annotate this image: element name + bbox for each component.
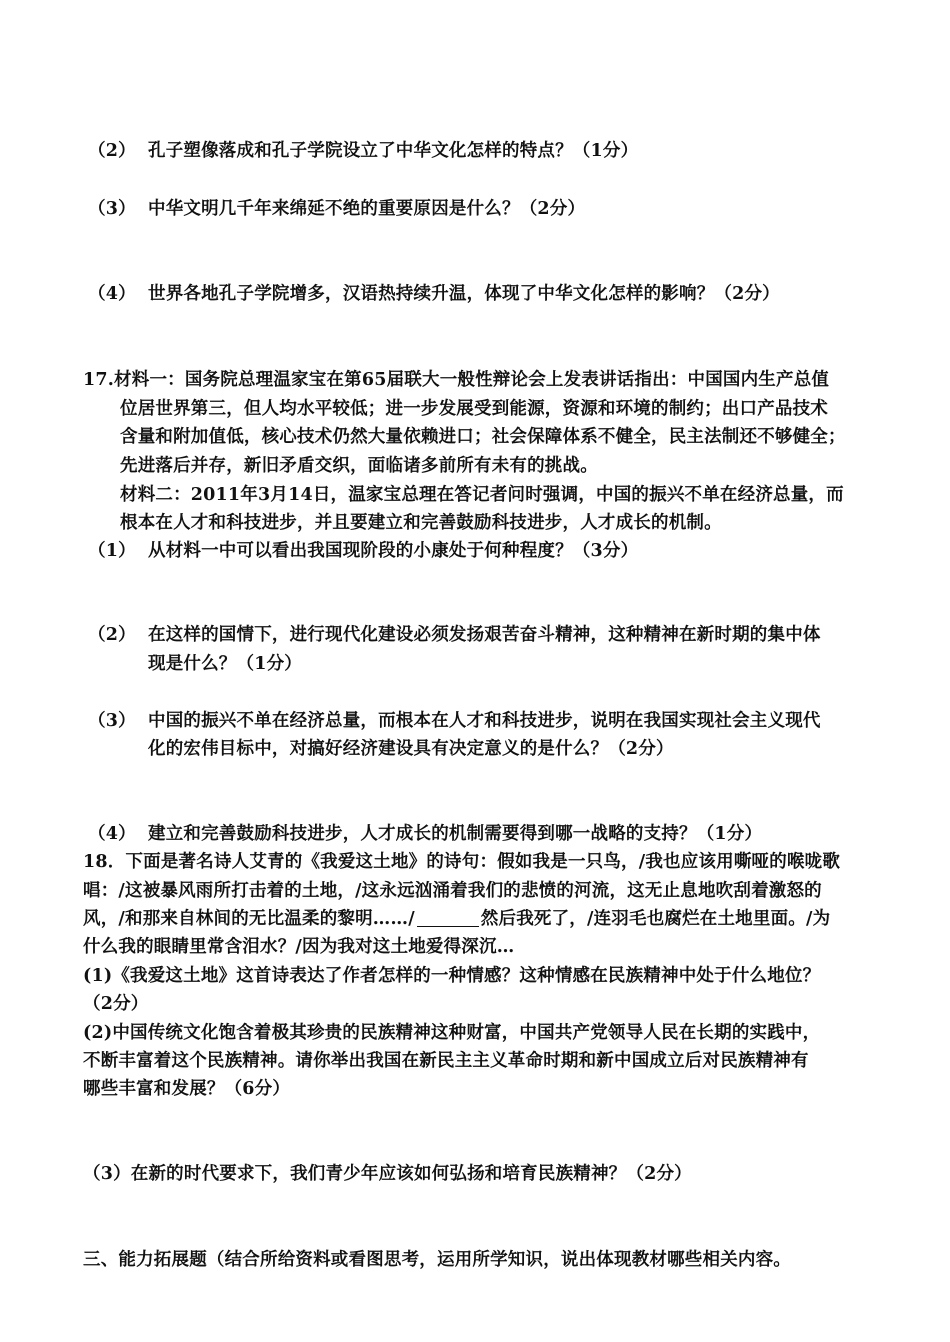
q17-part1-num: （1） bbox=[88, 541, 136, 561]
q18-line3 bbox=[83, 907, 830, 931]
q17-material1-line2: 位居世界第三，但人均水平较低；进一步发展受到能源，资源和环境的制约；出口产品技术 bbox=[120, 399, 828, 419]
q17-material2-line1: 材料二：2011年3月14日，温家宝总理在答记者问时强调，中国的振兴不单在经济总量，而 bbox=[120, 485, 844, 505]
q18-part1-line1: (1)《我爱这土地》这首诗表达了作者怎样的一种情感？这种情感在民族精神中处于什么地位？ bbox=[83, 966, 821, 986]
q18-part2-line1: (2)中国传统文化饱含着极其珍贵的民族精神这种财富，中国共产党领导人民在长期的实践中， bbox=[83, 1023, 821, 1043]
q17-part3-num: （3） bbox=[88, 711, 136, 731]
q17-material1-line3: 含量和附加值低，核心技术仍然大量依赖进口；社会保障体系不健全，民主法制还不够健全； bbox=[120, 427, 846, 447]
q18-part2-line2: 不断丰富着这个民族精神。请你举出我国在新民主主义革命时期和新中国成立后对民族精神有 bbox=[83, 1051, 809, 1071]
q18-part2-line3: 哪些丰富和发展？（6分） bbox=[83, 1079, 291, 1099]
q17-part2-text-line2: 现是什么？（1分） bbox=[148, 654, 302, 674]
q17-part3-text-line2: 化的宏伟目标中，对搞好经济建设具有决定意义的是什么？（2分） bbox=[148, 739, 674, 759]
q16-part2-text: 孔子塑像落成和孔子学院设立了中华文化怎样的特点？（1分） bbox=[148, 141, 639, 161]
q17-part2-text-line1: 在这样的国情下，进行现代化建设必须发扬艰苦奋斗精神，这种精神在新时期的集中体 bbox=[148, 625, 821, 645]
q17-material1-line4: 先进落后并存，新旧矛盾交织，面临诸多前所有未有的挑战。 bbox=[120, 456, 598, 476]
q16-part4-num: （4） bbox=[88, 284, 136, 304]
q16-part3 bbox=[88, 197, 585, 221]
q16-part3-text: 中华文明几千年来绵延不绝的重要原因是什么？（2分） bbox=[148, 199, 586, 219]
q17-part4 bbox=[88, 822, 762, 846]
q18-part3: （3）在新的时代要求下，我们青少年应该如何弘扬和培育民族精神？（2分） bbox=[83, 1164, 692, 1184]
q16-part3-num: （3） bbox=[88, 199, 136, 219]
q17-material2-line2: 根本在人才和科技进步，并且要建立和完善鼓励科技进步，人才成长的机制。 bbox=[120, 513, 722, 533]
q18-line3-before: 风，/和那来自林间的无比温柔的黎明……/ bbox=[83, 909, 415, 929]
q16-part4-text: 世界各地孔子学院增多，汉语热持续升温，体现了中华文化怎样的影响？（2分） bbox=[148, 284, 780, 304]
q16-part2 bbox=[88, 139, 638, 163]
q17-part1 bbox=[88, 539, 638, 563]
q17-material1-line1: 17.材料一：国务院总理温家宝在第65届联大一般性辩论会上发表讲话指出：中国国内生产总值 bbox=[83, 370, 830, 390]
q16-part2-num: （2） bbox=[88, 141, 136, 161]
q17-part2-num: （2） bbox=[88, 625, 136, 645]
q18-line1: 18．下面是著名诗人艾青的《我爱这土地》的诗句：假如我是一只鸟，/我也应该用嘶哑的喉咙歌 bbox=[83, 852, 841, 872]
section3-title: 三、能力拓展题（结合所给资料或看图思考，运用所学知识，说出体现教材哪些相关内容。 bbox=[83, 1250, 791, 1270]
q17-part2-line1 bbox=[88, 623, 821, 647]
q18-line4: 什么我的眼睛里常含泪水？/因为我对这土地爱得深沉… bbox=[83, 937, 515, 957]
q18-line3-after: 然后我死了，/连羽毛也腐烂在土地里面。/为 bbox=[480, 909, 831, 929]
q18-fill-blank bbox=[417, 910, 479, 927]
q18-line2: 唱：/这被暴风雨所打击着的土地，/这永远汹涌着我们的悲愤的河流，这无止息地吹刮着激怒的 bbox=[83, 881, 822, 901]
q17-part4-num: （4） bbox=[88, 824, 136, 844]
q18-part1-line2: （2分） bbox=[83, 994, 149, 1014]
q16-part4 bbox=[88, 282, 780, 306]
q17-part3-text-line1: 中国的振兴不单在经济总量，而根本在人才和科技进步，说明在我国实现社会主义现代 bbox=[148, 711, 821, 731]
q17-part3-line1 bbox=[88, 709, 821, 733]
q17-part1-text: 从材料一中可以看出我国现阶段的小康处于何种程度？（3分） bbox=[148, 541, 639, 561]
q17-part4-text: 建立和完善鼓励科技进步，人才成长的机制需要得到哪一战略的支持？（1分） bbox=[148, 824, 763, 844]
